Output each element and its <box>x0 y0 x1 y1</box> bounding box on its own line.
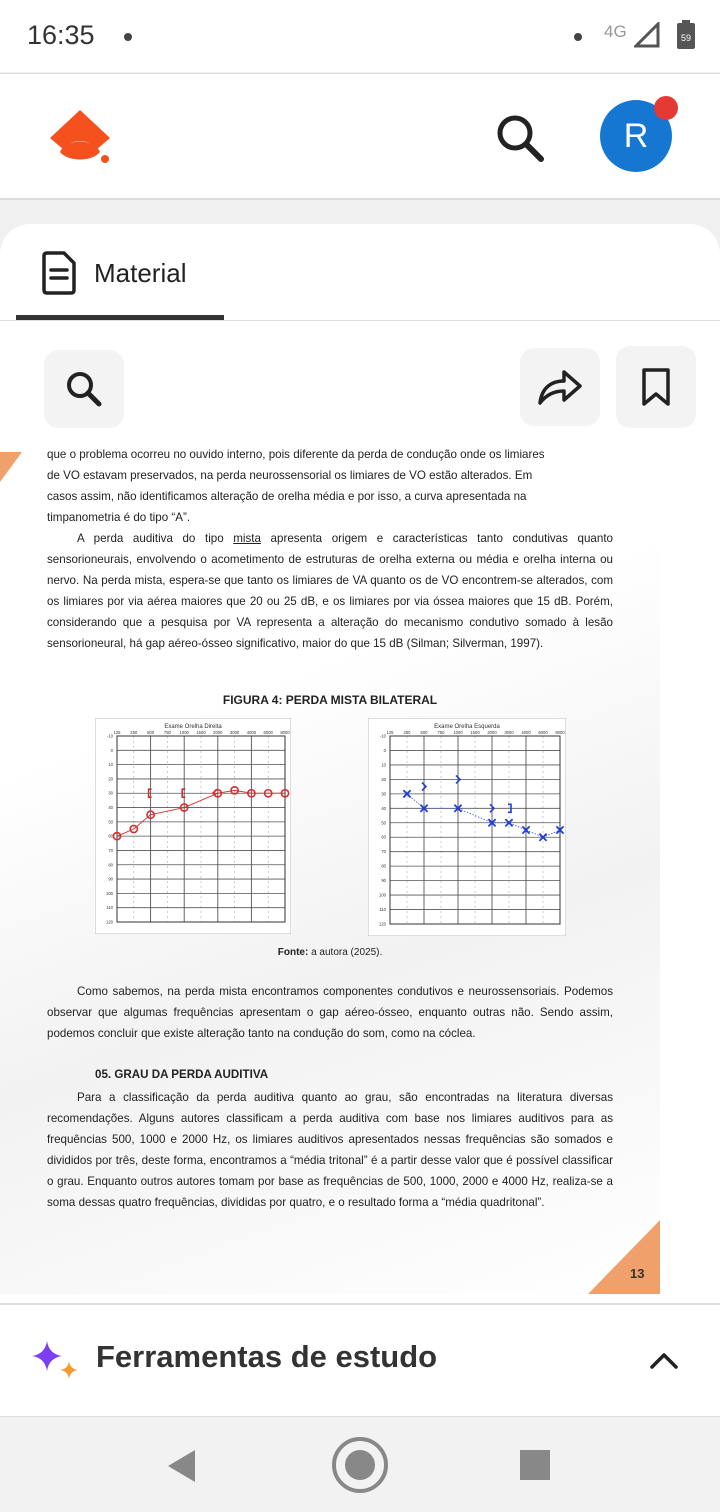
x-tick-label: 6000 <box>538 730 548 735</box>
y-tick-label: -10 <box>106 733 113 739</box>
notification-badge <box>654 96 678 120</box>
avatar[interactable]: R <box>600 100 672 172</box>
x-tick-label: 4000 <box>246 730 257 735</box>
study-tools-bar[interactable] <box>0 1303 720 1417</box>
x-tick-label: 500 <box>420 730 428 735</box>
x-tick-label: 3000 <box>229 730 240 735</box>
y-tick-label: 70 <box>381 849 386 855</box>
bookmark-icon <box>639 367 673 407</box>
x-tick-label: 1000 <box>453 730 463 735</box>
chart-title: Exame Orelha Direita <box>164 724 222 730</box>
battery-icon <box>676 20 696 50</box>
y-tick-label: 40 <box>381 805 386 811</box>
network-type: 4G <box>604 22 627 41</box>
bookmark-button[interactable] <box>616 346 696 428</box>
y-tick-label: 80 <box>381 863 386 869</box>
search-icon[interactable] <box>494 112 546 164</box>
back-icon[interactable] <box>165 1448 199 1484</box>
y-tick-label: 120 <box>379 921 386 927</box>
y-tick-label: 20 <box>108 776 113 782</box>
signal-icon <box>634 22 660 48</box>
y-tick-label: 120 <box>106 919 113 925</box>
x-tick-label: 1500 <box>196 730 206 735</box>
paragraph-line: casos assim, não identificamos alteração de orelha média e por isso, a curva apresentada na <box>47 490 527 503</box>
search-icon <box>64 369 104 409</box>
x-tick-label: 8000 <box>280 730 290 735</box>
y-tick-label: 10 <box>108 762 113 768</box>
y-tick-label: 80 <box>108 862 113 868</box>
svg-text:59: 59 <box>680 33 692 43</box>
tab-material[interactable] <box>16 248 224 320</box>
x-tick-label: 4000 <box>521 730 531 735</box>
y-tick-label: 40 <box>108 805 113 811</box>
notification-dot <box>124 33 132 41</box>
paragraph-line: que o problema ocorreu no ouvido interno, pois diferente da perda de condução onde os limiares <box>47 448 545 461</box>
audiogram-right <box>95 718 291 934</box>
x-tick-label: 8000 <box>555 730 565 735</box>
sparkle-icon <box>30 1339 82 1383</box>
y-tick-label: 30 <box>381 791 386 797</box>
y-tick-label: 10 <box>381 762 386 768</box>
x-tick-label: 1500 <box>470 730 480 735</box>
x-tick-label: 125 <box>113 730 121 735</box>
y-tick-label: 50 <box>108 819 113 825</box>
section-title: 05. GRAU DA PERDA AUDITIVA <box>95 1068 269 1081</box>
y-tick-label: -10 <box>379 733 386 739</box>
x-tick-label: 6000 <box>263 730 273 735</box>
x-tick-label: 2000 <box>213 730 223 735</box>
y-tick-label: 100 <box>106 890 113 896</box>
x-tick-label: 2000 <box>487 730 497 735</box>
x-tick-label: 125 <box>386 730 394 735</box>
recents-icon[interactable] <box>519 1449 551 1481</box>
y-tick-label: 30 <box>108 790 113 796</box>
y-tick-label: 70 <box>108 847 113 853</box>
paragraph-grau: Para a classificação da perda auditiva quanto ao grau, são encontradas na literatura diversas recomendações. Alguns autores classificam a perda auditiva com base nos limiares auditivos para as frequências 500, 1000 e 2000 Hz, os limiares auditivos apresentados nessas frequências são somados e divididos por três, deste forma, encontramos a “média tritonal” é a partir desse valor que é possível classificar o grau. Enquanto outros autores tomam por base as frequências de 500, 1000, 2000 e 4000 Hz, realiza-se a soma dessas quatro frequências, divididas por quatro, e o resultado forma a “média quadritonal”. <box>47 1091 613 1209</box>
page-corner-decoration <box>0 452 22 482</box>
x-tick-label: 750 <box>163 730 171 735</box>
status-bar <box>0 0 720 72</box>
audiogram-left <box>368 718 566 936</box>
share-icon <box>536 367 584 407</box>
paragraph-mista: A perda auditiva do tipo mista apresenta origem e características tanto condutivas quanto sensorioneurais, envolvendo o acometimento de estruturas de orelha externa ou média e orelha interna ou nervo. Na perda mista, espera-se que tanto os limiares de VA quanto os de VO encontrem-se alterados, com os limiares por via aérea maiores que 20 ou 25 dB, e os limiares por via óssea maiores que 15 dB. Porém, considerando que a pesquisa por VA representa a alteração do mecanismo condutivo somado à lesão sensorioneural, há gap aéreo-ósseo significativo, maior do que 15 dB (Silman; Silverman, 1997). <box>47 532 613 650</box>
status-time: 16:35 <box>27 20 95 50</box>
x-tick-label: 1000 <box>179 730 189 735</box>
system-nav-bar <box>0 1418 720 1512</box>
logo-icon[interactable] <box>48 108 112 164</box>
doc-search-button[interactable] <box>44 350 124 428</box>
paragraph-line: de VO estavam preservados, na perda neurossensorial os limiares de VO estão alterados. Em <box>47 469 533 482</box>
y-tick-label: 110 <box>379 907 386 913</box>
y-tick-label: 100 <box>379 892 386 898</box>
page-number: 13 <box>630 1266 645 1281</box>
y-tick-label: 90 <box>381 878 386 884</box>
figure-source: Fonte: a autora (2025). <box>277 947 383 958</box>
divider <box>0 320 720 321</box>
paragraph-line: timpanometria é do tipo “A”. <box>47 511 191 524</box>
y-tick-label: 0 <box>110 747 113 753</box>
x-tick-label: 250 <box>403 730 411 735</box>
x-tick-label: 500 <box>147 730 155 735</box>
page-corner-decoration <box>588 1220 660 1294</box>
figure-title: FIGURA 4: PERDA MISTA BILATERAL <box>222 693 438 707</box>
y-tick-label: 20 <box>381 776 386 782</box>
paragraph-conclusion: Como sabemos, na perda mista encontramos componentes condutivos e neurossensoriais. Podemos observar que algumas frequências apresentam o gap aéreo-ósseo, enquanto outras não. Sendo assim, podemos concluir que existe alteração tanto na condução do som, como na cóclea. <box>47 985 613 1040</box>
document-icon <box>40 250 78 296</box>
study-tools-label: Ferramentas de estudo <box>96 1339 438 1374</box>
x-tick-label: 250 <box>130 730 138 735</box>
chevron-up-icon[interactable] <box>648 1349 680 1371</box>
x-tick-label: 3000 <box>504 730 514 735</box>
y-tick-label: 90 <box>108 876 113 882</box>
y-tick-label: 60 <box>381 834 386 840</box>
x-tick-label: 750 <box>437 730 445 735</box>
y-tick-label: 50 <box>381 820 386 826</box>
y-tick-label: 0 <box>383 747 386 753</box>
share-button[interactable] <box>520 348 600 426</box>
notification-dot <box>574 33 582 41</box>
tab-label: Material <box>94 258 187 288</box>
home-icon[interactable] <box>331 1436 389 1494</box>
y-tick-label: 60 <box>108 833 113 839</box>
y-tick-label: 110 <box>106 905 113 911</box>
chart-title: Exame Orelha Esquerda <box>434 724 500 730</box>
